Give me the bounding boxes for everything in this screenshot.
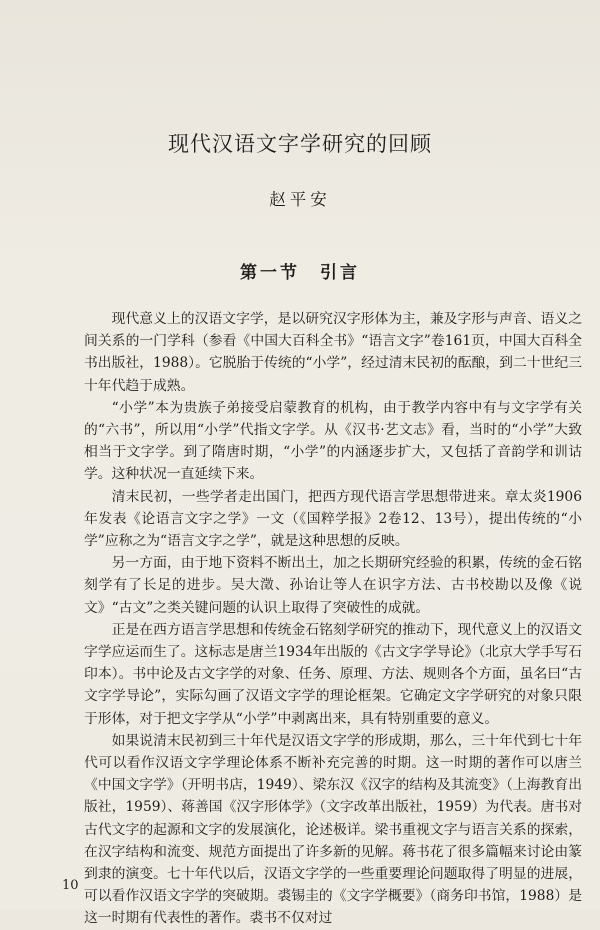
page-number: 10: [62, 878, 79, 893]
paragraph: 如果说清末民初到三十年代是汉语文字学的形成期，那么，三十年代到七十年代可以看作汉语文字学理论体系不断补充完善的时期。这一时期的著作可以唐兰《中国文字学》（开明书店，1949）、梁东汉《汉字的结构及其流变》（上海教育出版社，1959）、蒋善国《汉字形体学》（文字改革出版社，1959）为代表。唐书对古代文字的起源和文字的发展演化，论述极详。梁书重视文字与语言关系的探索，在汉字结构和流变、规范方面提出了许多新的见解。蒋书花了很多篇幅来讨论由篆到隶的演变。七十年代以后，汉语文字学的一些重要理论问题取得了明显的进展，可以看作汉语文字学的突破期。裘锡圭的《文字学概要》（商务印书馆，1988）是这一时期有代表性的著作。裘书不仅对过: [84, 732, 582, 927]
author-name: 赵平安: [269, 190, 331, 209]
paragraph: 清末民初，一些学者走出国门，把西方现代语言学思想带进来。章太炎1906年发表《论语言文字之学》一文（《国粹学报》2卷12、13号），提出传统的“小学”应称之为“语言文字之学”，就是这种思想的反映。: [84, 488, 582, 550]
article-body: [84, 308, 582, 930]
show-through-texture: [60, 58, 560, 77]
paragraph: “小学”本为贵族子弟接受启蒙教育的机构，由于教学内容中有与文字学有关的“六书”，所以用“小学”代指文字学。从《汉书·艺文志》看，当时的“小学”大致相当于文字学。到了隋唐时期，“小学”的内涵逐步扩大，又包括了音韵学和训诂学。这种状况一直延续下来。: [84, 399, 582, 483]
paragraph: 现代意义上的汉语文字学，是以研究汉字形体为主，兼及字形与声音、语义之间关系的一门学科（参看《中国大百科全书》“语言文字”卷161页，中国大百科全书出版社，1988）。它脱胎于传统的“小学”，经过清末民初的酝酿，到二十世纪三十年代趋于成熟。: [84, 311, 582, 394]
section-heading: 第一节 引言: [240, 263, 360, 283]
paragraph: 另一方面，由于地下资料不断出土，加之长期研究经验的积累，传统的金石铭刻学有了长足的进步。吴大澂、孙诒让等人在识字方法、古书校勘以及像《说文》“古文”之类关键问题的认识上取得了突破性的成就。: [84, 555, 582, 616]
article-title: 现代汉语文字学研究的回顾: [168, 132, 432, 156]
paragraph: 正是在西方语言学思想和传统金石铭刻学研究的推动下，现代意义上的汉语文字学应运而生了。这标志是唐兰1934年出版的《古文字学导论》（北京大学手写石印本）。书中论及古文字学的对象、任务、原理、方法、规则各个方面，虽名曰“古文字学导论”，实际勾画了汉语文字学的理论框架。它确定文字学研究的对象只限于形体，对于把文字学从“小学”中剥离出来，具有特别重要的意义。: [84, 621, 582, 727]
